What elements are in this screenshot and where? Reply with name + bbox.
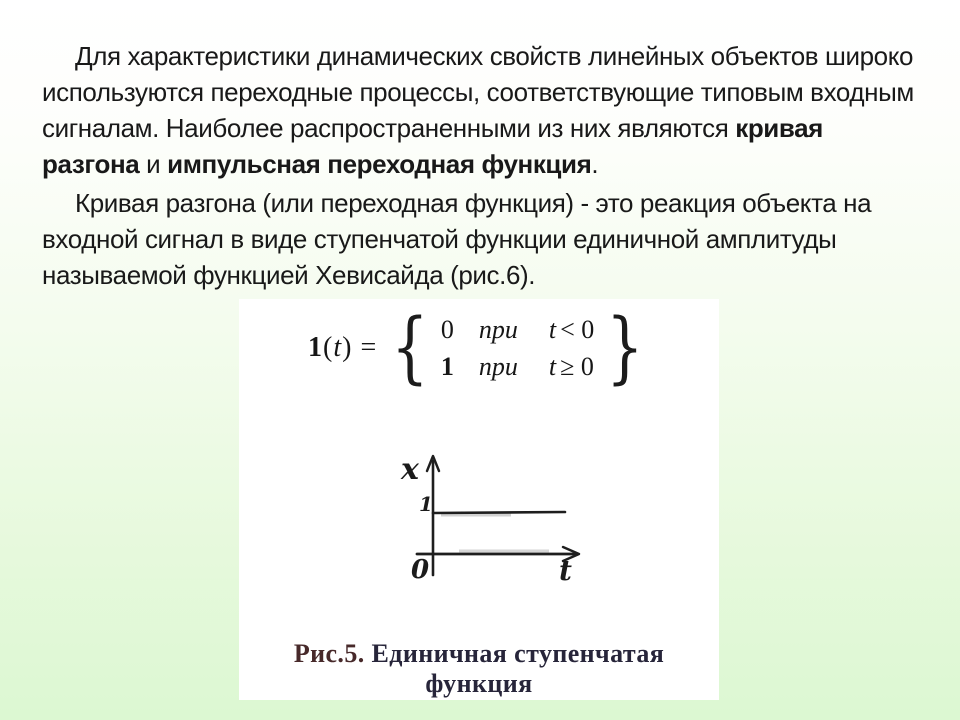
p1-period: . bbox=[591, 149, 599, 179]
left-curly-brace: { bbox=[391, 303, 429, 393]
paragraph-1 bbox=[42, 38, 924, 182]
figure-panel bbox=[239, 299, 719, 700]
formula-case-row-1 bbox=[441, 315, 594, 345]
formula-cases bbox=[435, 315, 600, 382]
x-axis-label: t bbox=[559, 554, 572, 587]
p2-text: Кривая разгона (или переходная функция) - это реакция объекта на входной сигнал в виде ступенчатой функции единичной амплитуды называемой функцией Хевисайда (рис.6). bbox=[42, 188, 872, 290]
case1-word: при bbox=[478, 314, 518, 344]
case1-condition bbox=[549, 315, 594, 345]
formula-lhs-one: 1 bbox=[308, 332, 324, 363]
origin-label: 0 bbox=[411, 555, 430, 585]
figure-caption-text: Единичная ступенчатая функция bbox=[364, 639, 665, 698]
step-level-label: 1 bbox=[419, 492, 433, 516]
p1-term-impulse-response: импульсная переходная функция bbox=[167, 149, 592, 179]
right-curly-brace: } bbox=[606, 303, 644, 393]
p1-term-accel-curve: кривая разгона bbox=[42, 113, 823, 179]
p1-main-text: Для характеристики динамических свойств линейных объектов широко используются переходные процессы, соответствующие типовым входным сигналам. Наиболее распространенными из них являются bbox=[42, 41, 914, 143]
formula-lhs bbox=[308, 332, 377, 364]
case2-cond-var: t bbox=[548, 351, 557, 381]
case2-word: при bbox=[478, 351, 518, 381]
case1-cond-rel: < 0 bbox=[560, 314, 595, 344]
step-function-graph bbox=[389, 447, 599, 597]
unit-step-formula bbox=[239, 303, 719, 393]
p1-conjunction: и bbox=[139, 149, 168, 179]
figure-caption-number: Рис.5. bbox=[293, 639, 365, 668]
formula-lhs-var: t bbox=[333, 332, 343, 363]
formula-case-row-2 bbox=[441, 352, 594, 382]
case1-cond-var: t bbox=[548, 314, 557, 344]
case2-value: 1 bbox=[440, 351, 454, 381]
figure-caption bbox=[239, 639, 719, 699]
case1-value: 0 bbox=[440, 314, 454, 344]
y-axis-label: x bbox=[401, 452, 419, 487]
formula-lhs-equals: ) = bbox=[342, 332, 378, 363]
body-text bbox=[0, 0, 960, 293]
case2-condition bbox=[549, 352, 594, 382]
paragraph-2 bbox=[42, 185, 924, 293]
case2-cond-rel: ≥ 0 bbox=[560, 351, 594, 381]
formula-lhs-open-paren: ( bbox=[323, 332, 334, 363]
step-line bbox=[433, 512, 565, 513]
